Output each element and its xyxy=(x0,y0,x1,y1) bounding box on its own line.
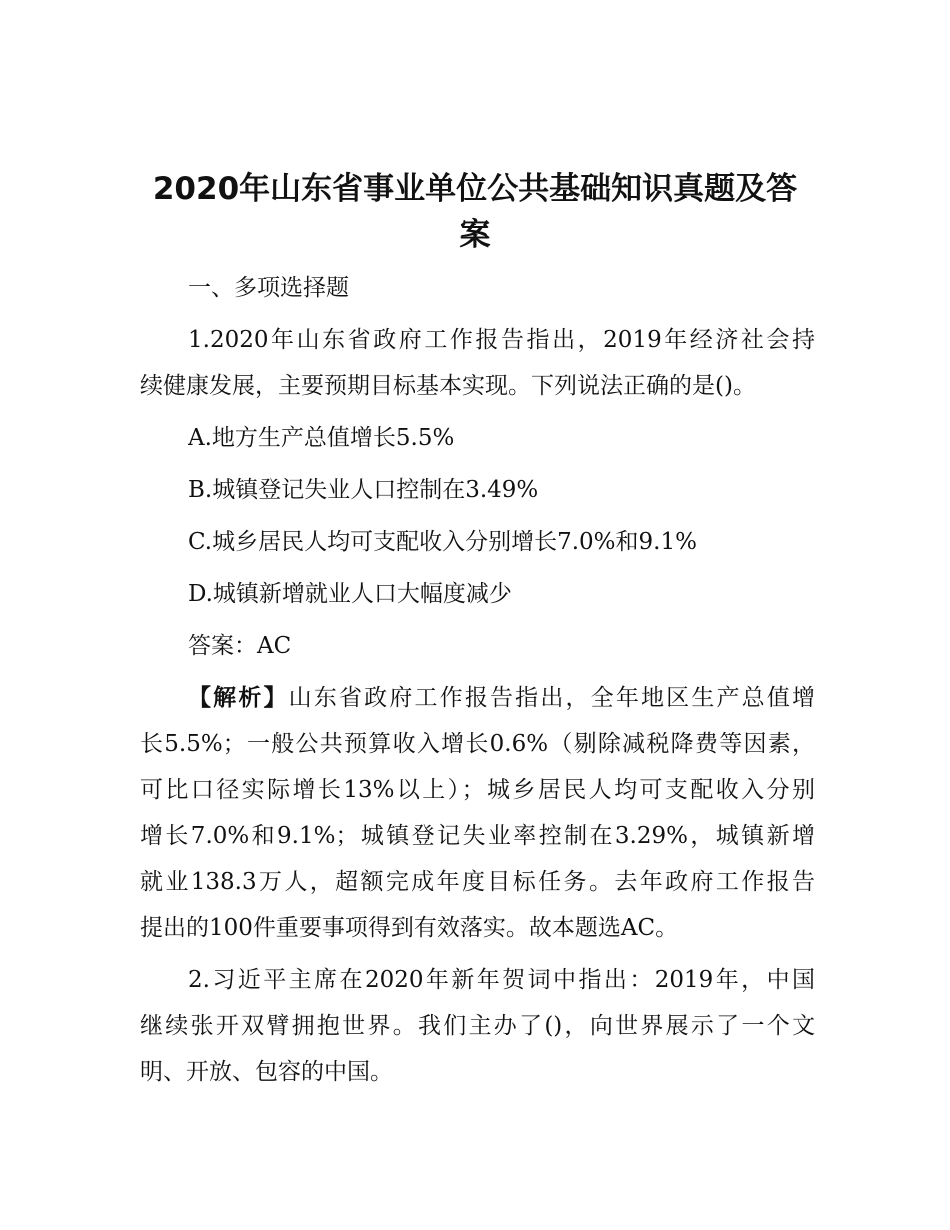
question-1-option-c: C.城乡居民人均可支配收入分别增长7.0%和9.1% xyxy=(188,529,697,555)
question-1-stem-line-2: 续健康发展，主要预期目标基本实现。下列说法正确的是()。 xyxy=(140,373,756,399)
question-1-answer: 答案：AC xyxy=(188,633,292,659)
question-2-stem-line-3: 明、开放、包容的中国。 xyxy=(140,1059,393,1085)
question-2-stem-line-1: 2.习近平主席在2020年新年贺词中指出：2019年，中国 xyxy=(188,967,815,993)
question-1-analysis-line-5: 就业138.3万人，超额完成年度目标任务。去年政府工作报告 xyxy=(140,869,815,895)
question-1-analysis-line-4: 增长7.0%和9.1%；城镇登记失业率控制在3.29%，城镇新增 xyxy=(140,823,815,849)
question-1-option-a: A.地方生产总值增长5.5% xyxy=(188,425,455,451)
document-title-line-2: 案 xyxy=(459,217,491,253)
question-1-stem-line-1: 1.2020年山东省政府工作报告指出，2019年经济社会持 xyxy=(188,327,815,353)
question-1-analysis-line-6: 提出的100件重要事项得到有效落实。故本题选AC。 xyxy=(140,915,679,941)
question-2-stem-line-2: 继续张开双臂拥抱世界。我们主办了()，向世界展示了一个文 xyxy=(140,1013,815,1039)
document-title-line-1: 2020年山东省事业单位公共基础知识真题及答 xyxy=(152,171,798,207)
section-heading: 一、多项选择题 xyxy=(188,275,349,301)
question-1-option-b: B.城镇登记失业人口控制在3.49% xyxy=(188,477,539,503)
question-1-option-d: D.城镇新增就业人口大幅度减少 xyxy=(188,581,512,607)
question-1-analysis-line-2: 长5.5%；一般公共预算收入增长0.6%（剔除减税降费等因素， xyxy=(140,731,815,757)
question-1-analysis-line-1 xyxy=(188,681,815,715)
analysis-text: 山东省政府工作报告指出，全年地区生产总值增 xyxy=(288,685,815,711)
question-1-analysis-line-3: 可比口径实际增长13%以上）；城乡居民人均可支配收入分别 xyxy=(140,777,815,803)
analysis-label: 【解析】 xyxy=(188,684,289,711)
